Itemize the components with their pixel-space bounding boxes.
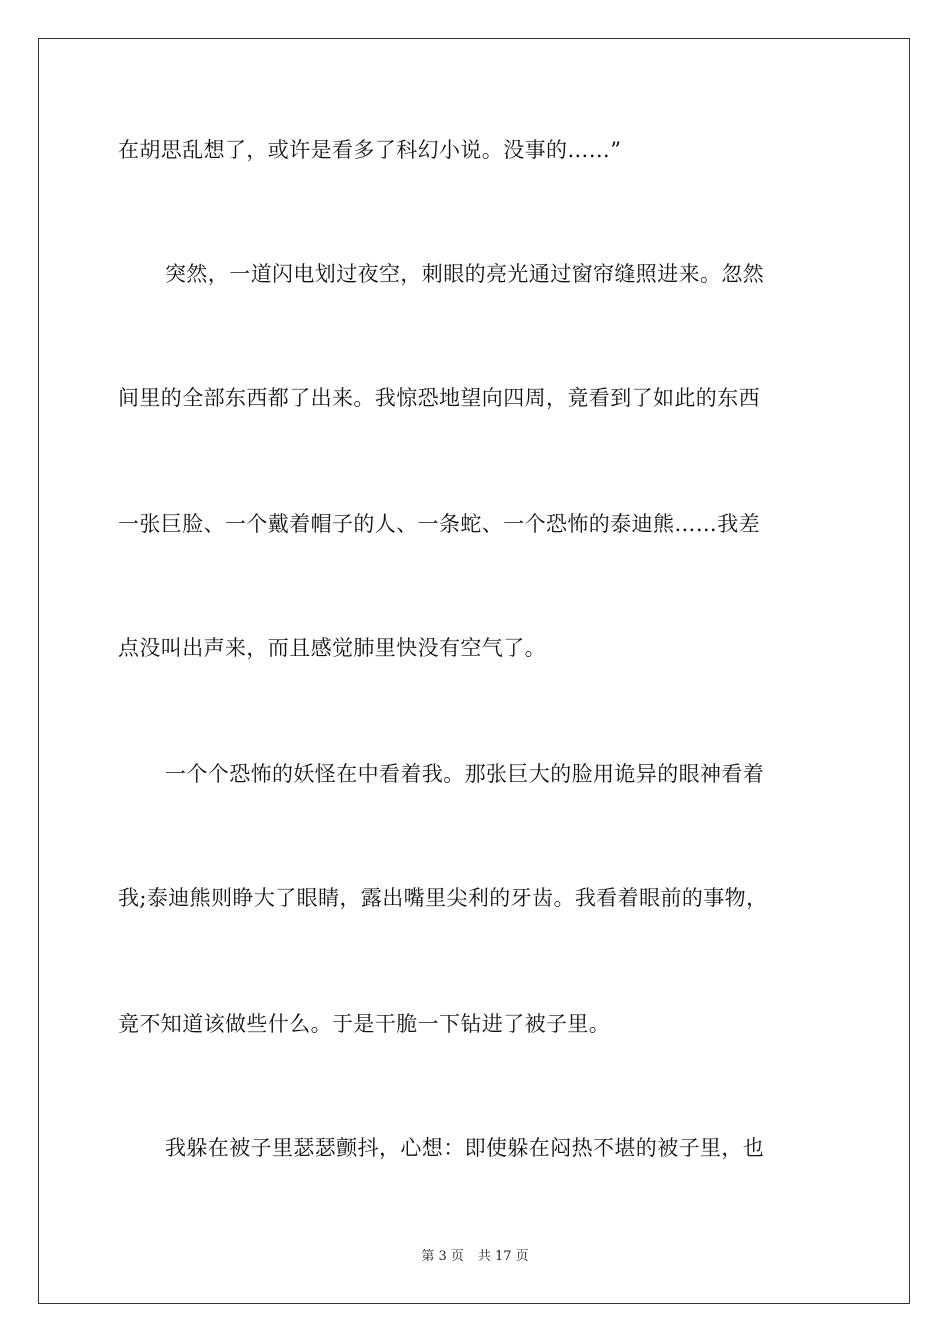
page-number: 第 3 页 [421,1249,464,1264]
text-line-6: 一个个恐怖的妖怪在中看着我。那张巨大的脸用诡异的眼神看着 [165,762,765,786]
text-line-8: 竟不知道该做些什么。于是干脆一下钻进了被子里。 [118,1012,611,1036]
text-line-4: 一张巨脸、一个戴着帽子的人、一条蛇、一个恐怖的泰迪熊……我差 [118,512,760,536]
page-footer [0,1248,950,1266]
page-border [38,38,910,1304]
page-total: 共 17 页 [477,1249,529,1264]
text-line-1: 在胡思乱想了，或许是看多了科幻小说。没事的……” [118,138,622,162]
text-line-7: 我;泰迪熊则睁大了眼睛，露出嘴里尖利的牙齿。我看着眼前的事物， [118,886,768,910]
text-line-5: 点没叫出声来，而且感觉肺里快没有空气了。 [118,636,546,660]
text-line-9: 我躲在被子里瑟瑟颤抖，心想：即使躲在闷热不堪的被子里，也 [165,1136,765,1160]
text-line-2: 突然，一道闪电划过夜空，刺眼的亮光通过窗帘缝照进来。忽然 [165,262,765,286]
text-line-3: 间里的全部东西都了出来。我惊恐地望向四周，竟看到了如此的东西 [118,386,760,410]
